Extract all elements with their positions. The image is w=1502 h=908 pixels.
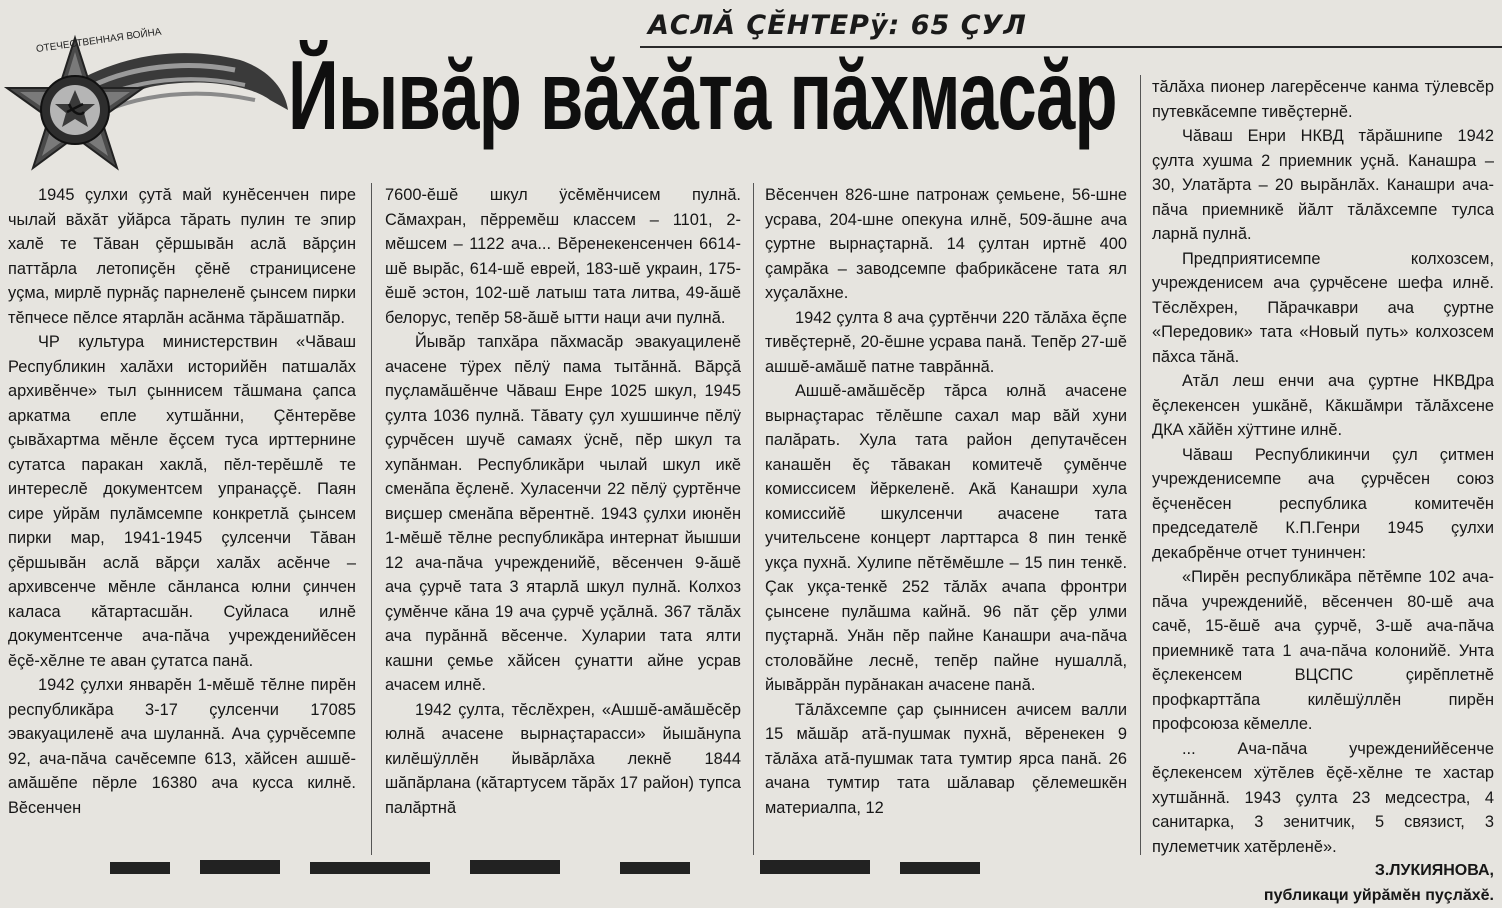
emblem-text: ОТЕЧЕСТВЕННАЯ ВОЙНА (35, 25, 162, 56)
article-headline: Йывăр вăхăта пăхмасăр (288, 46, 1117, 144)
paragraph: Ашшĕ-амăшĕсĕр тăрса юлнă ачасене вырнаçтарас тĕлĕшпе сахал мар вăй хуни палăрать. Хула тата район депутачĕсен канашĕн ĕç тăвакан комитечĕ çумĕнче комиссисем йĕркеленĕ. Акă Канашри хула комиссийĕ шкулсенчи ачасене тата учительсене концерт ларттарса 8 пин тенкĕ укçа пухнă. Хулипе пĕтĕмĕшле – 15 пин тенкĕ. Çак укçа-тенкĕ 252 тăлăх ачапа фронтри çынсене пулăшма кайнă. 96 пăт çĕр улми пуçтарнă. Унăн пĕр пайне Канашри ача-пăча столовăйне леснĕ, тепĕр пайне нушаллă, йывăррăн пурăнакан ачасене панă. (765, 379, 1127, 698)
section-rubric: АСЛĂ ÇĔНТЕРÿ: 65 ÇУЛ (648, 10, 1027, 41)
star-icon (7, 38, 143, 168)
article-column-3 (765, 183, 1127, 855)
paragraph: 1942 çулта 8 ача çуртĕнчи 220 тăлăха ĕçпе тивĕçтернĕ, 20-ĕшне усрава панă. Тепĕр 27-шĕ ашшĕ-амăшĕ патне таврăннă. (765, 306, 1127, 380)
column-divider (371, 183, 372, 855)
paragraph: 1942 çулта, тĕслĕхрен, «Ашшĕ-амăшĕсĕр юлнă ачасене вырнаçтарасси» йышăнупа килĕшÿллĕн йывăрлăха лекнĕ 1844 шăпăрлана (кăтартусем тăрăх 17 район) тупса палăртнă (385, 698, 741, 821)
paragraph: Чăваш Енри НКВД тăрăшнипе 1942 çулта хушма 2 приемник уçнă. Канашра – 30, Улатăрта – 20 вырăнлăх. Канашри ача-пăча приемникĕ йăлт тăлăхсемпе тулса ларнă пулнă. (1152, 124, 1494, 247)
column-divider (753, 183, 754, 855)
paragraph: «Пирĕн республикăра пĕтĕмпе 102 ача-пăча учрежденийĕ, вĕсенчен 80-шĕ ача сачĕ, 15-ĕшĕ ача çурчĕ, 3-шĕ ача-пăча приемникĕ тата 1 ача-пăча колонийĕ. Унта ĕçлекенсем ВЦСПС çирĕплетнĕ профкарттăпа килĕшÿллĕн пирĕн профсоюза кĕмелле. (1152, 565, 1494, 737)
paragraph: Йывăр тапхăра пăхмасăр эвакуациленĕ ачасене тÿрех пĕлÿ пама тытăннă. Вăрçă пуçламăшĕнче Чăваш Енре 1025 шкул, 1945 çулта 1036 пулнă. Тăвату çул хушшинче пĕлÿ çурчĕсен шучĕ самаях ÿснĕ, пĕр шкул та хупăнман. Республикăри чылай шкул икĕ сменăпа ĕçленĕ. Хуласенчи 22 пĕлÿ çуртĕнче виçшер сменăпа вĕрентнĕ. 1943 çулхи июнĕн 1-мĕшĕ тĕлне республикăра интернат йышши 12 ача-пăча учрежденийĕ, вĕсенчен 9-ăшĕ ача çурчĕ тата 3 ятарлă шкул пулнă. Колхоз çумĕнче кăна 19 ача çурчĕ уçăлнă. 367 тăлăх ача пурăннă вĕсенче. Хуларии тата ялти кашни çемье хăйсен çунатти айне усрав ачасем илнĕ. (385, 330, 741, 698)
author-name: З.ЛУКИЯНОВА, (1152, 859, 1494, 884)
paragraph: Чăваш Республикинчи çул çитмен учрежденисемпе ача çурчĕсен союз ĕçченĕсен республика комитечĕн председателĕ К.П.Генри 1945 çулхи декабрĕнче отчет тунинчен: (1152, 443, 1494, 566)
column-divider (1140, 75, 1141, 855)
paragraph: тăлăха пионер лагерĕсенче канма тÿлевсĕр путевкăсемпе тивĕçтернĕ. (1152, 75, 1494, 124)
article-column-1 (8, 183, 356, 855)
article-column-2 (385, 183, 741, 855)
paragraph: ... Ача-пăча учрежденийĕсенче ĕçлекенсем хÿтĕлев ĕçĕ-хĕлне те хастар хутшăннă. 1943 çулта 23 медсестра, 4 санитарка, 3 зенитчик, 5 связист, 3 пулеметчик хатĕрленĕ». (1152, 737, 1494, 860)
next-article-fragment (0, 854, 1502, 872)
paragraph: 1942 çулхи январĕн 1-мĕшĕ тĕлне пирĕн республикăра 3-17 çулсенчи 17085 эвакуациленĕ ача шуланнă. Ача çурчĕсемпе 92, ача-пăча сачĕсемпе 613, хăйсен ашшĕ-амăшĕпе пĕрле 16380 ача кусса килнĕ. Вĕсенчен (8, 673, 356, 820)
order-emblem-icon (0, 15, 290, 175)
paragraph: ЧР культура министерствин «Чăваш Республикин халăхи историйĕн патшалăх архивĕнче» тыл çыннисем тăшмана çапса аркатма епле хутшăнни, Çĕнтерĕве çывăхартма мĕнле ĕçсем туса ирттернине сутатса паракан хаклă, пĕл-терĕшлĕ те интереслĕ документсем упранаççĕ. Паян сире уйрăм пулăмсемпе конкретлă çынсем пирки мар, 1941-1945 çулсенчи Тăван çĕршывăн аслă вăрçи халăх асĕнче – архивсенче мĕнле сăнланса юлни çинчен каласа кăтартасшăн. Суйласа илнĕ документсенче ача-пăча учрежденийĕсен ĕçĕ-хĕлне те аван çутатса панă. (8, 330, 356, 673)
paragraph: Атăл леш енчи ача çуртне НКВДра ĕçлекенсен ушкăнĕ, Кăкшăмри тăлăхсене ДКА хăйĕн хÿттине илнĕ. (1152, 369, 1494, 443)
paragraph: Тăлăхсемпе çар çыннисен ачисем валли 15 мăшăр атă-пушмак пухнă, вĕренекен 9 тăлăха атă-пушмак тата тумтир ярса панă. 26 ачана тумтир тата шăлавар çĕлемешкĕн материалпа, 12 (765, 698, 1127, 821)
article-column-4 (1152, 75, 1494, 875)
paragraph: Вĕсенчен 826-шне патронаж çемьене, 56-шне усрава, 204-шне опекуна илнĕ, 509-ăшне ача çуртне вырнаçтарнă. 14 çултан иртнĕ 400 çамрăка – заводсемпе фабрикăсене тата ял хуçалăхне. (765, 183, 1127, 306)
paragraph: 7600-ĕшĕ шкул ÿсĕмĕнчисем пулнă. Сăмахран, пĕрремĕш классем – 1101, 2-мĕшсем – 1122 ача... Вĕренекенсенчен 6614-шĕ вырăс, 614-шĕ еврей, 183-шĕ украин, 175-ĕшĕ эстон, 102-шĕ латыш тата литва, 49-ăшĕ белорус, тепĕр 58-ăшĕ ытти наци ачи пулнă. (385, 183, 741, 330)
author-role: публикаци уйрăмĕн пуçлăхĕ. (1152, 884, 1494, 908)
paragraph: 1945 çулхи çутă май кунĕсенчен пире чылай вăхăт уйăрса тăрать пулин те эпир халĕ те Тăван çĕршывăн аслă вăрçин паттăрла летопиçĕн çĕнĕ страницисене уçма, мирлĕ пурнăç парнеленĕ çынсем пирки тĕпчесе пĕлсе ятарлăн асăнма тăрăшатпăр. (8, 183, 356, 330)
paragraph: Предприятисемпе колхозсем, учрежденисем ача çурчĕсене шефа илнĕ. Тĕслĕхрен, Пăрачкаври ача çуртне «Передовик» тата «Новый путь» колхозсем пăхса тăнă. (1152, 247, 1494, 370)
